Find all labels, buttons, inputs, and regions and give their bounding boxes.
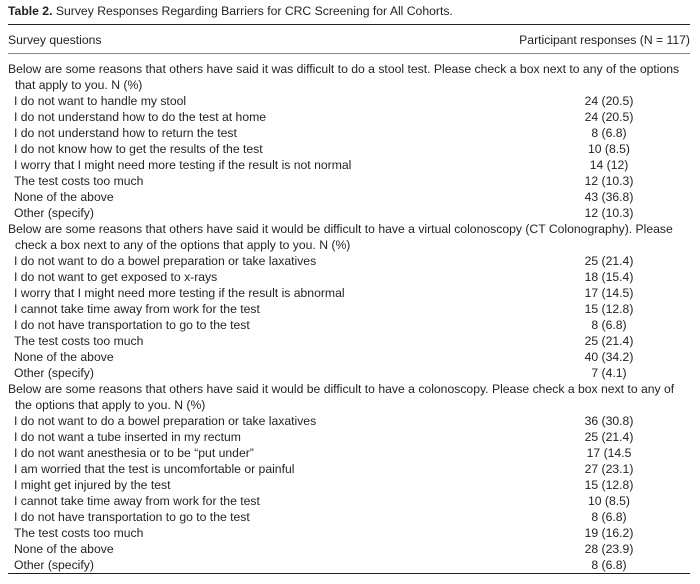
table-row — [8, 461, 690, 477]
table-row — [8, 413, 690, 429]
response-option: I do not want anesthesia or to be “put under” — [14, 446, 254, 460]
response-option: I do not have transportation to go to the test — [14, 318, 250, 332]
table-row — [8, 109, 690, 125]
response-option: The test costs too much — [14, 174, 144, 188]
table-row — [8, 285, 690, 301]
table-row — [8, 93, 690, 109]
response-count: 25 (21.4) — [584, 334, 634, 348]
table-row — [8, 205, 690, 221]
table-row — [8, 189, 690, 205]
table-row — [8, 125, 690, 141]
response-option: The test costs too much — [14, 334, 144, 348]
response-count: 7 (4.1) — [591, 366, 627, 380]
table-row — [8, 541, 690, 557]
response-count: 18 (15.4) — [584, 270, 634, 284]
response-option: I worry that I might need more testing if the result is abnormal — [14, 286, 345, 300]
response-count: 25 (21.4) — [584, 254, 634, 268]
table-label: Table 2. — [8, 4, 53, 18]
table-row — [8, 333, 690, 349]
table-title: Survey Responses Regarding Barriers for CRC Screening for All Cohorts. — [55, 4, 453, 18]
table-caption — [8, 3, 690, 19]
response-count: 24 (20.5) — [584, 110, 634, 124]
response-count: 25 (21.4) — [584, 430, 634, 444]
response-count: 17 (14.5) — [584, 286, 634, 300]
table-row — [8, 269, 690, 285]
response-count: 10 (8.5) — [587, 494, 630, 508]
table-row — [8, 445, 690, 461]
response-option: I do not understand how to return the test — [14, 126, 237, 140]
response-option: I worry that I might need more testing if the result is not normal — [14, 158, 352, 172]
response-option: None of the above — [14, 350, 114, 364]
table-row — [8, 557, 690, 573]
response-option: None of the above — [14, 542, 114, 556]
header-rule — [8, 53, 690, 54]
table-row — [8, 301, 690, 317]
table-row — [8, 493, 690, 509]
response-count: 8 (6.8) — [591, 510, 627, 524]
response-option: I do not want to do a bowel preparation or take laxatives — [14, 414, 317, 428]
response-option: Other (specify) — [14, 206, 94, 220]
response-option: I do not have transportation to go to the test — [14, 510, 250, 524]
response-option: I cannot take time away from work for the test — [14, 494, 260, 508]
table-row — [8, 173, 690, 189]
response-option: Other (specify) — [14, 558, 94, 572]
response-count: 27 (23.1) — [584, 462, 634, 476]
response-count: 43 (36.8) — [584, 190, 634, 204]
response-count: 15 (12.8) — [584, 302, 634, 316]
section-question: Below are some reasons that others have said it would be difficult to have a virtual colonoscopy (CT Colonography). Please check a box next to any of the options that apply to you. N (%) — [8, 222, 673, 252]
response-count: 40 (34.2) — [584, 350, 634, 364]
survey-table — [0, 3, 700, 574]
response-option: None of the above — [14, 190, 114, 204]
response-count: 12 (10.3) — [584, 174, 634, 188]
response-count: 8 (6.8) — [591, 318, 627, 332]
response-count: 28 (23.9) — [584, 542, 634, 556]
table-row — [8, 477, 690, 493]
response-option: I do not want to get exposed to x-rays — [14, 270, 218, 284]
response-option: I do not want a tube inserted in my rectum — [14, 430, 241, 444]
response-count: 10 (8.5) — [587, 142, 630, 156]
table-row — [8, 349, 690, 365]
table-body — [8, 61, 690, 573]
table-row — [8, 429, 690, 445]
response-option: I do not want to do a bowel preparation or take laxatives — [14, 254, 317, 268]
bottom-rule — [8, 573, 690, 574]
section-question: Below are some reasons that others have said it would be difficult to have a colonoscopy. Please check a box next to any of the options that apply to you. N (%) — [8, 382, 675, 412]
header-survey-questions: Survey questions — [8, 33, 102, 47]
response-option: I do not know how to get the results of the test — [14, 142, 263, 156]
response-count: 12 (10.3) — [584, 206, 634, 220]
response-count: 15 (12.8) — [584, 478, 634, 492]
response-count: 14 (12) — [589, 158, 629, 172]
table-header — [8, 25, 690, 53]
response-count: 8 (6.8) — [591, 126, 627, 140]
response-count: 24 (20.5) — [584, 94, 634, 108]
response-option: I am worried that the test is uncomfortable or painful — [14, 462, 295, 476]
table-row — [8, 157, 690, 173]
response-option: I do not understand how to do the test at home — [14, 110, 267, 124]
response-count: 17 (14.5 — [586, 446, 632, 460]
header-participant-responses: Participant responses (N = 117) — [519, 33, 690, 47]
response-count: 19 (16.2) — [584, 526, 634, 540]
table-row — [8, 365, 690, 381]
table-row — [8, 525, 690, 541]
table-row — [8, 141, 690, 157]
table-row — [8, 509, 690, 525]
table-row — [8, 317, 690, 333]
section-question: Below are some reasons that others have said it was difficult to do a stool test. Please check a box next to any of the options that apply to you. N (%) — [8, 62, 680, 92]
response-option: I cannot take time away from work for the test — [14, 302, 260, 316]
response-count: 36 (30.8) — [584, 414, 634, 428]
table-row — [8, 253, 690, 269]
response-option: I might get injured by the test — [14, 478, 171, 492]
response-count: 8 (6.8) — [591, 558, 627, 572]
response-option: I do not want to handle my stool — [14, 94, 187, 108]
response-option: Other (specify) — [14, 366, 94, 380]
response-option: The test costs too much — [14, 526, 144, 540]
